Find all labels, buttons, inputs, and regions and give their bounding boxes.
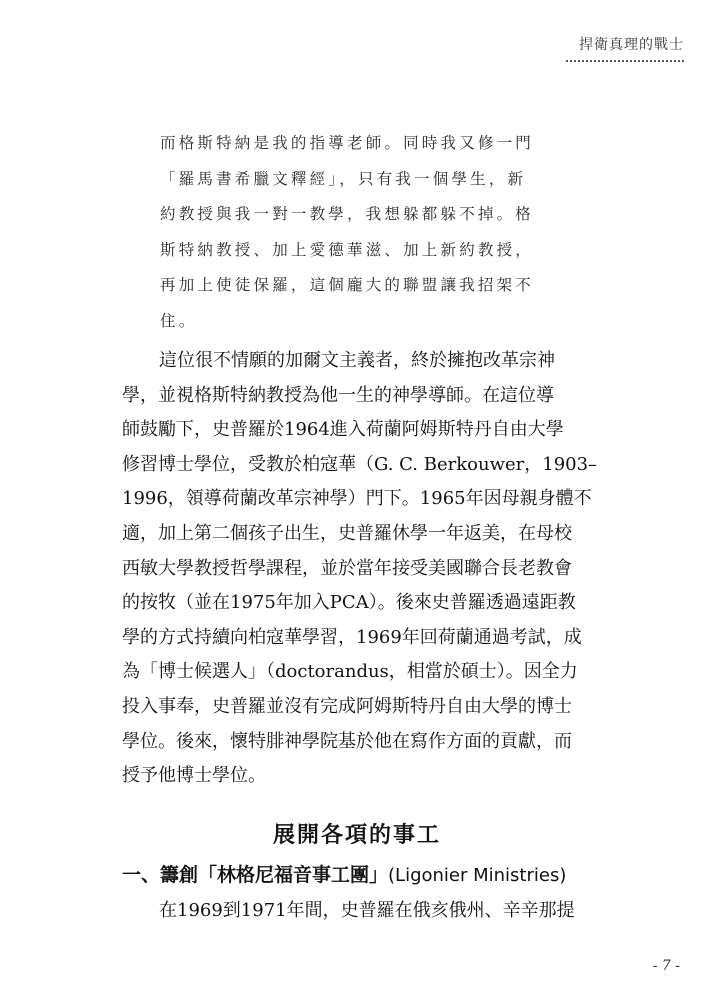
body-paragraph — [122, 344, 602, 794]
quote-line: 而格斯特納是我的指導老師。同時我又修一門 — [160, 134, 535, 152]
quote-line: 住。 — [160, 311, 198, 330]
body-line: 授予他博士學位。 — [122, 765, 266, 787]
subheading-title: 一、籌創「林格尼福音事工團」 — [122, 864, 389, 886]
body-line: 投入事奉，史普羅並沒有完成阿姆斯特丹自由大學的博士 — [122, 695, 572, 717]
paragraph-first-line: 在1969到1971年間，史普羅在俄亥俄州、辛辛那提 — [159, 900, 575, 921]
running-header: 捍衛真理的戰士 — [566, 34, 684, 62]
body-line: 西敏大學教授哲學課程，並於當年接受美國聯合長老教會 — [122, 557, 572, 579]
subheading-latin: (Ligonier Ministries) — [388, 865, 567, 886]
body-line: 學位。後來，懷特腓神學院基於他在寫作方面的貢獻，而 — [122, 730, 572, 752]
subheading — [122, 860, 566, 887]
body-line: 學的方式持續向柏寇華學習，1969年回荷蘭通過考試，成 — [122, 626, 582, 648]
body-line: 這位很不情願的加爾文主義者，終於擁抱改革宗神 — [159, 350, 555, 371]
body-line: 修習博士學位，受教於柏寇華（G. C. Berkouwer，1903– — [122, 453, 598, 475]
body-line: 的按牧（並在1975年加入PCA）。後來史普羅透過遠距教 — [122, 592, 576, 614]
body-line: 適，加上第二個孩子出生，史普羅休學一年返美，在母校 — [122, 522, 572, 544]
quote-line: 「羅馬書希臘文釋經」，只有我一個學生，新 — [160, 169, 527, 188]
body-line: 為「博士候選人」（doctorandus，相當於碩士）。因全力 — [122, 661, 578, 683]
quote-line: 約教授與我一對一教學，我想躲都躲不掉。格 — [160, 205, 535, 224]
block-quote — [160, 126, 580, 340]
body-line: 1996，領導荷蘭改革宗神學）門下。1965年因母親身體不 — [122, 488, 592, 510]
page-number: - 7 - — [652, 958, 680, 974]
section-heading: 展開各項的事工 — [272, 822, 441, 848]
quote-line: 再加上使徒保羅，這個龐大的聯盟讓我招架不 — [160, 276, 535, 295]
quote-line: 斯特納教授、加上愛德華滋、加上新約教授， — [160, 240, 535, 259]
body-line: 學，並視格斯特納教授為他一生的神學導師。在這位導 — [122, 384, 554, 406]
body-line: 師鼓勵下，史普羅於1964進入荷蘭阿姆斯特丹自由大學 — [122, 419, 564, 441]
